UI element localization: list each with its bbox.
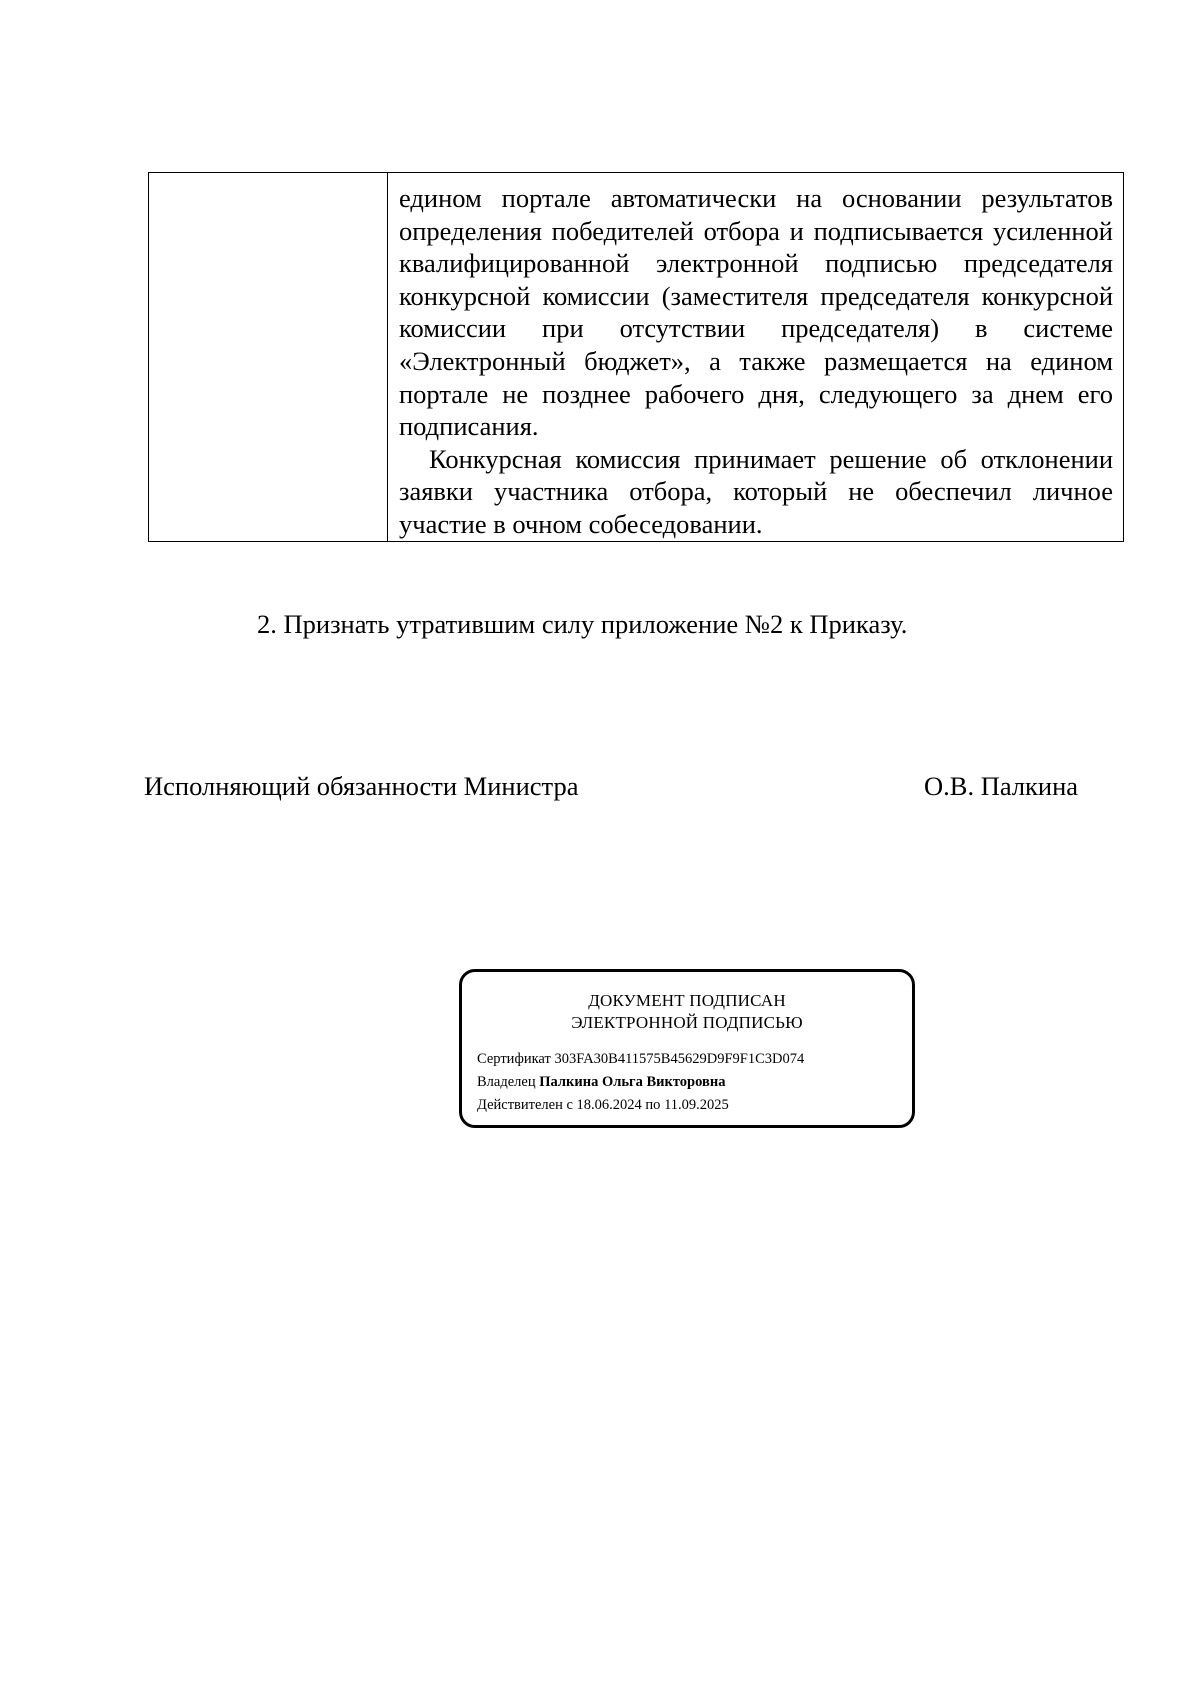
- table-paragraph-2: Конкурсная комиссия принимает решение об отклонении заявки участника отбора, который не обеспечил личное участие в очном собеседовании.: [399, 443, 1113, 539]
- stamp-title-line-2: ЭЛЕКТРОННОЙ ПОДПИСЬЮ: [571, 1013, 803, 1032]
- table-row: [149, 173, 1124, 542]
- stamp-certificate-value: 303FA30B411575B45629D9F9F1C3D074: [554, 1051, 805, 1067]
- stamp-valid-to-prefix: по: [645, 1097, 661, 1113]
- stamp-title-line-1: ДОКУМЕНТ ПОДПИСАН: [588, 991, 786, 1010]
- stamp-owner-label: Владелец: [477, 1074, 536, 1090]
- stamp-validity: [477, 1096, 729, 1114]
- stamp-certificate-label: Сертификат: [477, 1051, 551, 1067]
- table-cell-text: [388, 173, 1124, 542]
- table-cell-empty: [149, 173, 388, 542]
- stamp-valid-from: 18.06.2024: [576, 1097, 642, 1113]
- stamp-valid-from-prefix: с: [566, 1097, 573, 1113]
- clause-2: 2. Признать утратившим силу приложение №2 к Приказу.: [257, 609, 908, 639]
- electronic-signature-stamp: [459, 969, 915, 1128]
- stamp-valid-label: Действителен: [477, 1097, 563, 1113]
- stamp-owner: [477, 1073, 725, 1091]
- stamp-certificate: [477, 1050, 804, 1068]
- signatory-name: О.В. Палкина: [924, 771, 1079, 801]
- content-table: [148, 172, 1124, 542]
- table-paragraph-1: едином портале автоматически на основании результатов определения победителей отбора и подписывается усиленной квалифицированной электронной подписью председателя конкурсной комиссии (заместителя председателя конкурсной комиссии при отсутствии председателя) в системе «Электронный бюджет», а также размещается на едином портале не позднее рабочего дня, следующего за днем его подписания.: [399, 183, 1113, 442]
- signatory-position: Исполняющий обязанности Министра: [144, 771, 579, 801]
- stamp-owner-value: Палкина Ольга Викторовна: [539, 1074, 726, 1090]
- stamp-valid-to: 11.09.2025: [664, 1097, 729, 1113]
